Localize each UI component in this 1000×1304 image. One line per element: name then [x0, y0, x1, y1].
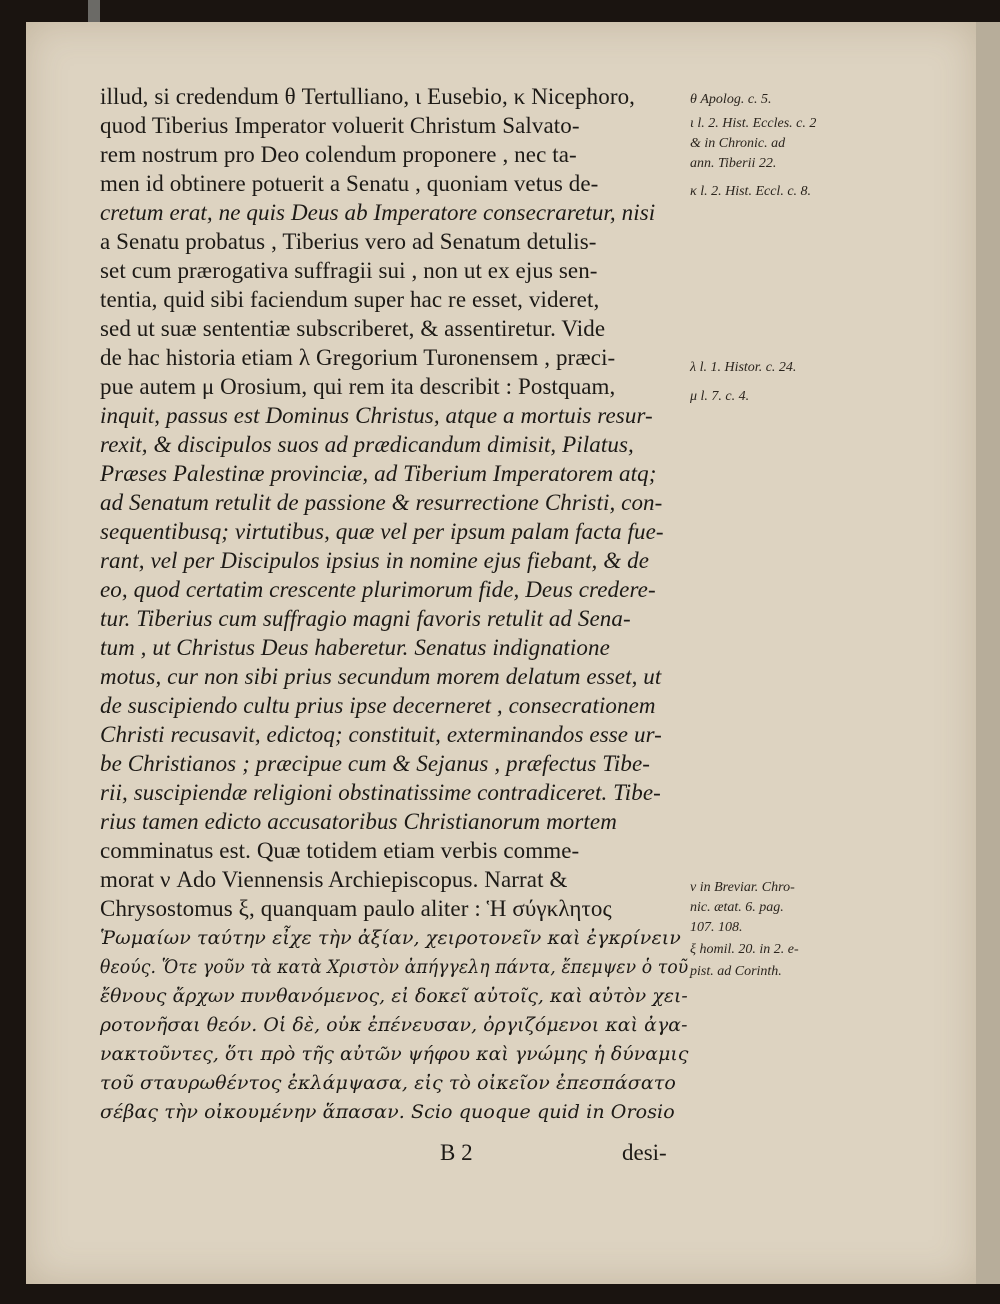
marginal-note: ann. Tiberii 22. [690, 156, 777, 171]
text-line: a Senatu probatus , Tiberius vero ad Senatum detulis- [100, 229, 597, 254]
marginal-note: λ l. 1. Histor. c. 24. [690, 360, 797, 375]
text-line: quod Tiberius Imperator voluerit Christum Salvato- [100, 113, 580, 138]
text-line: rii, suscipiendæ religioni obstinatissime contradiceret. Tibe- [100, 780, 661, 805]
text-line: rius tamen edicto accusatoribus Christianorum mortem [100, 809, 617, 834]
text-line: de suscipiendo cultu prius ipse decerneret , consecrationem [100, 693, 656, 718]
text-line: ἔθνους ἄρχων πυνθανόμενος, εἰ δοκεῖ αὐτοῖς, καὶ αὐτὸν χει- [100, 985, 688, 1007]
text-line: sed ut suæ sententiæ subscriberet, & assentiretur. Vide [100, 316, 606, 341]
text-line: eo, quod certatim crescente plurimorum fide, Deus credere- [100, 577, 656, 602]
text-line: Christi recusavit, edictoq; constituit, exterminandos esse ur- [100, 722, 662, 747]
text-line: νακτοῦντες, ὅτι πρὸ τῆς αὐτῶν ψήφου καὶ γνώμης ἡ δύναμις [100, 1043, 689, 1065]
page-edge-strip [976, 22, 1000, 1284]
text-line: morat ν Ado Viennensis Archiepiscopus. Narrat & [100, 867, 568, 892]
text-line: motus, cur non sibi prius secundum morem delatum esset, ut [100, 664, 662, 689]
marginal-note: ι l. 2. Hist. Eccles. c. 2 [690, 116, 817, 131]
text-line: inquit, passus est Dominus Christus, atque a mortuis resur- [100, 403, 653, 428]
marginal-note: 107. 108. [690, 920, 743, 935]
text-line: de hac historia etiam λ Gregorium Turonensem , præci- [100, 345, 616, 370]
marginal-note: μ l. 7. c. 4. [690, 389, 750, 404]
binding-tab [88, 0, 100, 22]
text-line: ροτονῆσαι θεόν. Οἱ δὲ, οὐκ ἐπένευσαν, ὀργιζόμενοι καὶ ἀγα- [100, 1014, 688, 1036]
signature-mark: B 2 [440, 1140, 473, 1165]
marginal-note: ν in Breviar. Chro- [690, 880, 795, 895]
text-line: Chrysostomus ξ, quanquam paulo aliter : Ἡ σύγκλητος [100, 896, 612, 921]
text-line: rant, vel per Discipulos ipsius in nomine ejus fiebant, & de [100, 548, 650, 573]
text-line: tur. Tiberius cum suffragio magni favoris retulit ad Sena- [100, 606, 631, 631]
marginal-note: θ Apolog. c. 5. [690, 92, 772, 107]
marginal-note: nic. ætat. 6. pag. [690, 900, 784, 915]
text-line: be Christianos ; præcipue cum & Sejanus , præfectus Tibe- [100, 751, 651, 776]
text-line: pue autem μ Orosium, qui rem ita describit : Postquam, [100, 374, 616, 399]
text-line: σέβας τὴν οἰκουμένην ἅπασαν. Scio quoque quid in Orosio [100, 1101, 675, 1123]
text-line: Præses Palestinæ provinciæ, ad Tiberium Imperatorem atq; [100, 461, 657, 486]
text-line: rexit, & discipulos suos ad prædicandum dimisit, Pilatus, [100, 432, 634, 457]
text-line: cretum erat, ne quis Deus ab Imperatore consecraretur, nisi [100, 200, 656, 225]
text-line: comminatus est. Quæ totidem etiam verbis comme- [100, 838, 580, 863]
marginal-note: & in Chronic. ad [690, 136, 786, 151]
text-line: set cum prærogativa suffragii sui , non ut ex ejus sen- [100, 258, 598, 283]
marginal-note: pist. ad Corinth. [690, 964, 782, 979]
text-line: tentia, quid sibi faciendum super hac re esset, videret, [100, 287, 600, 312]
catchword: desi- [622, 1140, 667, 1165]
text-line: Ῥωμαίων ταύτην εἶχε τὴν ἀξίαν, χειροτονεῖν καὶ ἐγκρίνειν [100, 927, 681, 949]
text-line: τοῦ σταυρωθέντος ἐκλάμψασα, εἰς τὸ οἰκεῖον ἐπεσπάσατο [100, 1072, 676, 1094]
marginal-note: ξ homil. 20. in 2. e- [690, 942, 799, 957]
text-line: θεούς. Ὅτε γοῦν τὰ κατὰ Χριστὸν ἀπήγγελη πάντα, ἔπεμψεν ὁ τοῦ [100, 956, 689, 978]
text-line: rem nostrum pro Deo colendum proponere , nec ta- [100, 142, 577, 167]
text-line: illud, si credendum θ Tertulliano, ι Eusebio, κ Nicephoro, [100, 84, 636, 109]
text-line: men id obtinere potuerit a Senatu , quoniam vetus de- [100, 171, 599, 196]
text-line: ad Senatum retulit de passione & resurrectione Christi, con- [100, 490, 663, 515]
marginal-note: κ l. 2. Hist. Eccl. c. 8. [690, 184, 812, 199]
text-line: tum , ut Christus Deus haberetur. Senatus indignatione [100, 635, 610, 660]
text-line: sequentibusq; virtutibus, quæ vel per ipsum palam facta fue- [100, 519, 664, 544]
